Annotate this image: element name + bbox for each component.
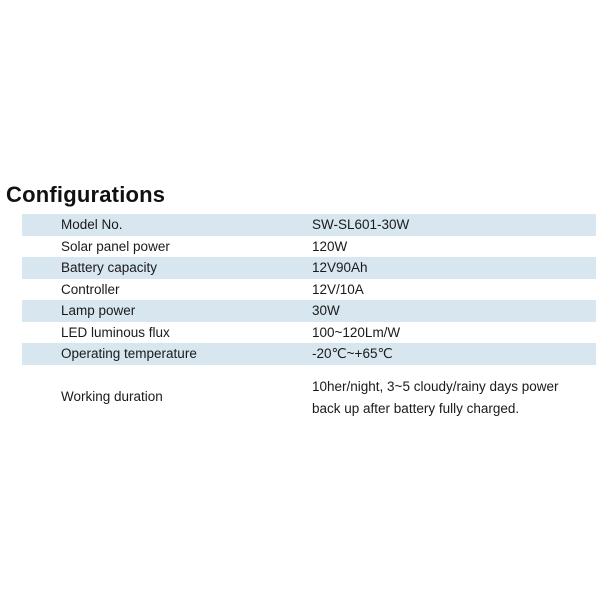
row-value-line: 10her/night, 3~5 cloudy/rainy days power	[312, 378, 559, 394]
configurations-table	[22, 214, 596, 429]
row-label: LED luminous flux	[61, 324, 170, 340]
row-label: Model No.	[61, 217, 123, 233]
table-row	[22, 343, 596, 365]
table-row	[22, 257, 596, 279]
row-label: Battery capacity	[61, 260, 158, 276]
row-value: 30W	[312, 303, 340, 319]
table-row	[22, 365, 596, 429]
row-value: 12V/10A	[312, 281, 364, 297]
page-title: Configurations	[6, 182, 166, 207]
row-value: 100~120Lm/W	[312, 324, 401, 340]
table-row	[22, 300, 596, 322]
row-label: Operating temperature	[61, 346, 197, 362]
row-value: SW-SL601-30W	[312, 217, 410, 233]
table-row	[22, 236, 596, 258]
row-label: Controller	[61, 281, 120, 297]
row-value: 120W	[312, 238, 348, 254]
row-label: Solar panel power	[61, 238, 170, 254]
table-row	[22, 214, 596, 236]
row-value-line: back up after battery fully charged.	[312, 400, 520, 416]
table-row	[22, 279, 596, 301]
table-row	[22, 322, 596, 344]
row-value: 12V90Ah	[312, 260, 368, 276]
row-label: Lamp power	[61, 303, 136, 319]
row-value	[312, 374, 596, 420]
row-value: -20℃~+65℃	[312, 345, 393, 361]
row-label: Working duration	[61, 389, 163, 404]
